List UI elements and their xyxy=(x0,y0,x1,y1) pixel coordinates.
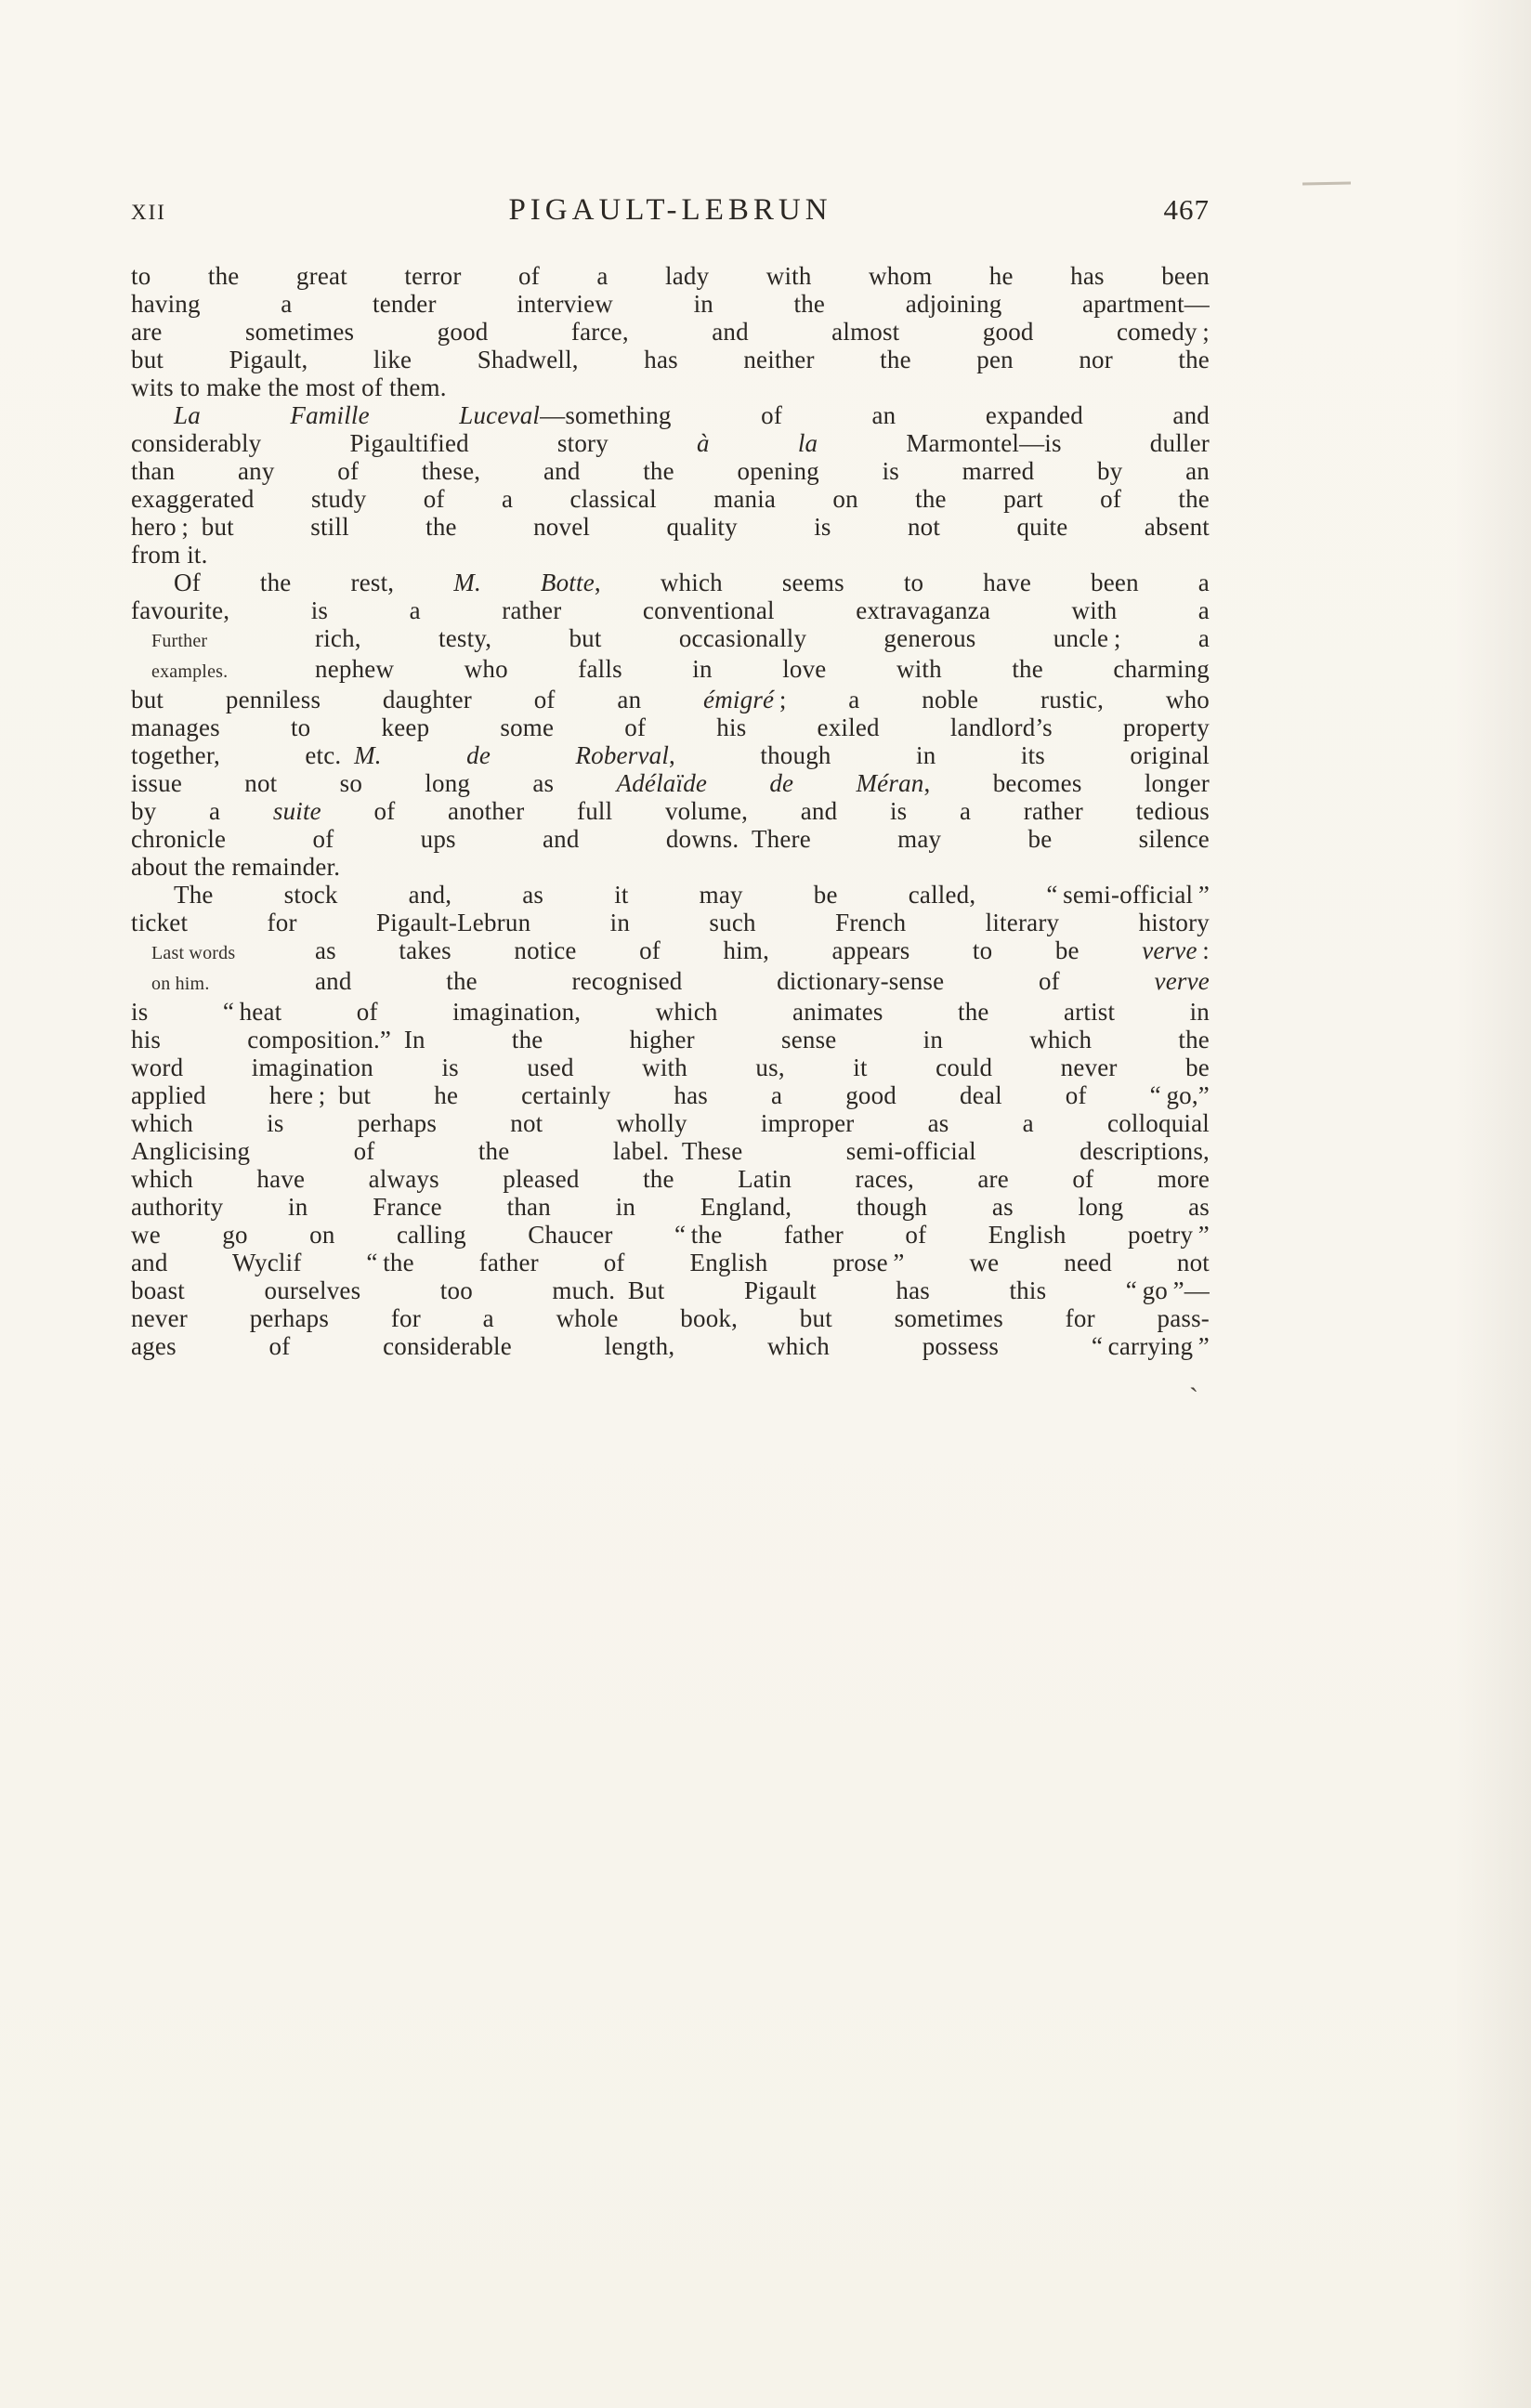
text-line xyxy=(131,853,1210,881)
chapter-number: XII xyxy=(131,201,166,224)
line-text: to the great terror of a lady with whom he has been xyxy=(131,262,1210,290)
line-text: is “ heat of imagination, which animates the artist in xyxy=(131,998,1210,1026)
text-line xyxy=(131,485,1210,513)
text-line xyxy=(131,262,1210,290)
line-text: about the remainder. xyxy=(131,853,341,881)
line-text: together, etc. M. de Roberval, though in its original xyxy=(131,741,1210,769)
page-title: PIGAULT-LEBRUN xyxy=(508,193,832,227)
line-text: which have always pleased the Latin races, are of more xyxy=(131,1165,1210,1193)
line-text: issue not so long as Adélaïde de Méran, becomes longer xyxy=(131,769,1210,797)
line-text: hero ; but still the novel quality is not quite absent xyxy=(131,513,1210,541)
line-text: rich, testy, but occasionally generous uncle ; a xyxy=(315,624,1210,652)
text-line xyxy=(131,1193,1210,1221)
sidenote: examples. xyxy=(151,661,229,682)
text-line xyxy=(131,1137,1210,1165)
text-line xyxy=(131,1026,1210,1054)
line-text: by a suite of another full volume, and is a rather tedious xyxy=(131,797,1210,825)
line-text: are sometimes good farce, and almost good comedy ; xyxy=(131,318,1210,346)
line-text: word imagination is used with us, it could never be xyxy=(131,1054,1210,1081)
text-line xyxy=(131,797,1210,825)
page-number: 467 xyxy=(1163,193,1210,226)
line-text: applied here ; but he certainly has a good deal of “ go,” xyxy=(131,1081,1210,1109)
text-line xyxy=(131,346,1210,373)
line-text: ages of considerable length, which possess “ carrying ” xyxy=(131,1332,1210,1360)
text-line xyxy=(131,318,1210,346)
sidenote: Further xyxy=(151,631,208,651)
line-text: manages to keep some of his exiled landlord’s property xyxy=(131,713,1210,741)
text-line xyxy=(131,967,1210,998)
line-text: from it. xyxy=(131,541,208,569)
text-line xyxy=(131,596,1210,624)
paragraph xyxy=(131,881,1210,1360)
line-text: nephew who falls in love with the charming xyxy=(315,655,1210,683)
text-line xyxy=(131,457,1210,485)
text-line xyxy=(131,290,1210,318)
text-line xyxy=(131,1221,1210,1249)
line-text: boast ourselves too much. But Pigault has this “ go ”— xyxy=(131,1276,1210,1304)
text-line xyxy=(131,429,1210,457)
line-text: we go on calling Chaucer “ the father of English poetry ” xyxy=(131,1221,1210,1249)
text-line xyxy=(131,713,1210,741)
line-text: as takes notice of him, appears to be verve : xyxy=(315,936,1210,964)
line-text: wits to make the most of them. xyxy=(131,373,447,401)
line-text: his composition.” In the higher sense in which the xyxy=(131,1026,1210,1054)
line-text: ticket for Pigault-Lebrun in such French literary history xyxy=(131,909,1210,936)
line-text: but Pigault, like Shadwell, has neither the pen nor the xyxy=(131,346,1210,373)
line-text: but penniless daughter of an émigré ; a noble rustic, who xyxy=(131,686,1210,713)
text-line xyxy=(131,1249,1210,1276)
line-text: exaggerated study of a classical mania on the part of the xyxy=(131,485,1210,513)
text-line xyxy=(131,541,1210,569)
scan-artifact-mark: ˋ xyxy=(1189,1382,1198,1413)
text-line xyxy=(131,1165,1210,1193)
text-line xyxy=(131,655,1210,686)
body-text xyxy=(131,262,1210,1360)
text-line xyxy=(131,569,1210,596)
text-line xyxy=(131,909,1210,936)
line-text: Anglicising of the label. These semi-official descriptions, xyxy=(131,1137,1210,1165)
sidenote: on him. xyxy=(151,974,210,994)
scan-artifact-dash xyxy=(1302,182,1351,186)
line-text: than any of these, and the opening is marred by an xyxy=(131,457,1210,485)
line-text: favourite, is a rather conventional extravaganza with a xyxy=(131,596,1210,624)
line-text: never perhaps for a whole book, but sometimes for pass- xyxy=(131,1304,1210,1332)
text-line xyxy=(131,401,1210,429)
text-line xyxy=(131,881,1210,909)
paragraph xyxy=(131,262,1210,401)
line-text: and the recognised dictionary-sense of verve xyxy=(315,967,1210,995)
paragraph xyxy=(131,401,1210,569)
text-line xyxy=(131,998,1210,1026)
text-line xyxy=(131,769,1210,797)
text-line xyxy=(131,1054,1210,1081)
paragraph xyxy=(131,569,1210,881)
text-line xyxy=(131,1332,1210,1360)
text-line xyxy=(131,686,1210,713)
text-line xyxy=(131,513,1210,541)
line-text: and Wyclif “ the father of English prose ” we need not xyxy=(131,1249,1210,1276)
line-text: La Famille Luceval—something of an expanded and xyxy=(174,401,1210,429)
line-text: authority in France than in England, though as long as xyxy=(131,1193,1210,1221)
text-line xyxy=(131,1304,1210,1332)
line-text: Of the rest, M. Botte, which seems to have been a xyxy=(174,569,1210,596)
text-line xyxy=(131,1081,1210,1109)
text-line xyxy=(131,936,1210,967)
text-line xyxy=(131,741,1210,769)
line-text: considerably Pigaultified story à la Marmontel—is duller xyxy=(131,429,1210,457)
line-text: which is perhaps not wholly improper as a colloquial xyxy=(131,1109,1210,1137)
line-text: chronicle of ups and downs. There may be silence xyxy=(131,825,1210,853)
text-line xyxy=(131,1109,1210,1137)
text-line xyxy=(131,825,1210,853)
sidenote: Last words xyxy=(151,943,236,963)
running-head xyxy=(131,193,1210,227)
text-line xyxy=(131,1276,1210,1304)
line-text: having a tender interview in the adjoining apartment— xyxy=(131,290,1210,318)
text-line xyxy=(131,373,1210,401)
line-text: The stock and, as it may be called, “ semi-official ” xyxy=(174,881,1210,909)
text-line xyxy=(131,624,1210,655)
